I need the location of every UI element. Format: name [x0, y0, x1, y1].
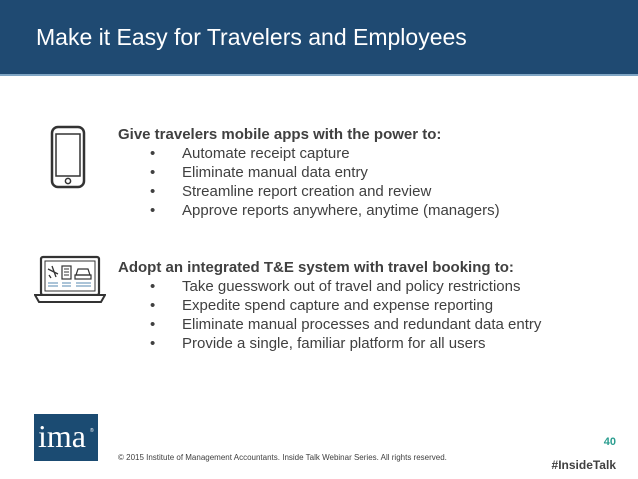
bullet-text: Eliminate manual data entry [182, 164, 368, 181]
bullet-dot: • [150, 278, 156, 295]
bullet-dot: • [150, 335, 156, 352]
bullet-dot: • [150, 316, 156, 333]
bullet-text: Provide a single, familiar platform for all users [182, 335, 486, 352]
list-item [118, 315, 541, 334]
bullet-text: Streamline report creation and review [182, 183, 432, 200]
page-number: 40 [603, 436, 616, 448]
slide-title: Make it Easy for Travelers and Employees [36, 24, 467, 50]
list-item [118, 334, 541, 353]
list-item [118, 144, 500, 163]
list-item [118, 163, 500, 182]
title-bar [0, 0, 638, 74]
smartphone-icon [50, 125, 86, 189]
copyright-notice: © 2015 Institute of Management Accountants. Inside Talk Webinar Series. All rights reserved. [118, 453, 447, 462]
list-item [118, 182, 500, 201]
bullet-text: Automate receipt capture [182, 145, 350, 162]
bullet-list [118, 277, 541, 353]
section-heading: Give travelers mobile apps with the power to: [118, 126, 442, 143]
bullet-list [118, 144, 500, 220]
integrated-system-section [118, 258, 541, 353]
bullet-text: Approve reports anywhere, anytime (managers) [182, 202, 500, 219]
bullet-dot: • [150, 183, 156, 200]
bullet-dot: • [150, 297, 156, 314]
bullet-text: Expedite spend capture and expense reporting [182, 297, 494, 314]
laptop-icon [34, 255, 106, 305]
bullet-dot: • [150, 164, 156, 181]
section-heading: Adopt an integrated T&E system with travel booking to: [118, 259, 514, 276]
mobile-apps-section [118, 125, 500, 220]
logo-text: ima [38, 418, 86, 454]
title-divider [0, 74, 638, 76]
registered-mark: ® [90, 428, 94, 434]
list-item [118, 296, 541, 315]
bullet-dot: • [150, 202, 156, 219]
list-item [118, 201, 500, 220]
hashtag: #InsideTalk [551, 458, 616, 472]
bullet-text: Eliminate manual processes and redundant data entry [182, 316, 542, 333]
bullet-text: Take guesswork out of travel and policy restrictions [182, 278, 521, 295]
list-item [118, 277, 541, 296]
bullet-dot: • [150, 145, 156, 162]
ima-logo [34, 414, 98, 461]
